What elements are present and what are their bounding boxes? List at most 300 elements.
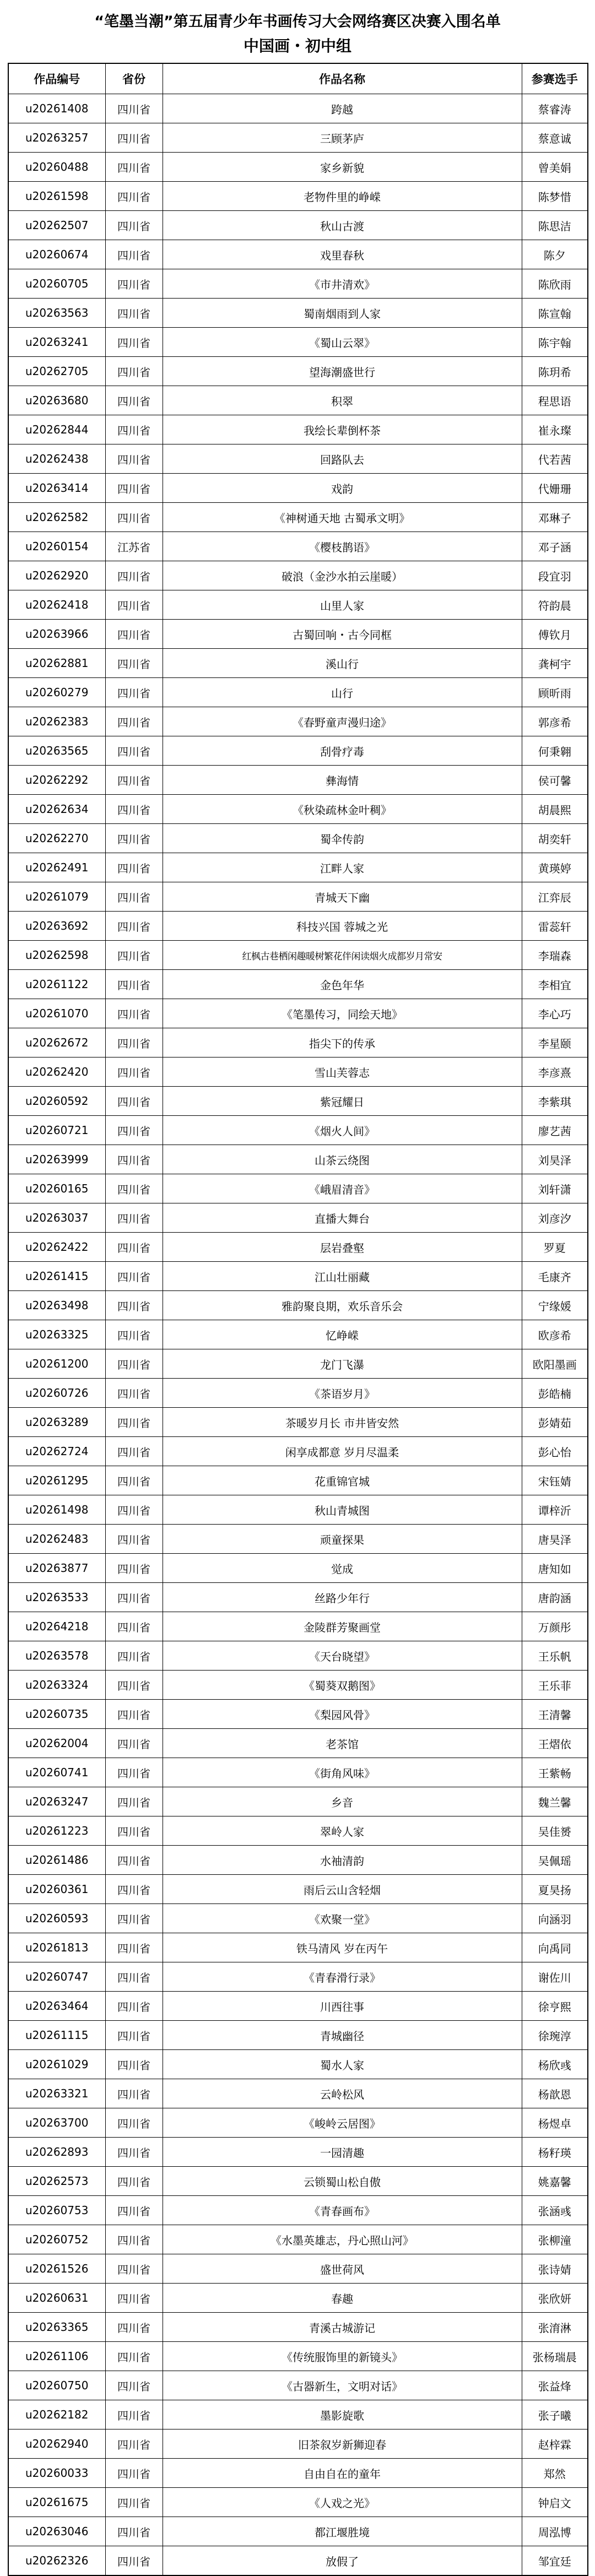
province-cell: 四川省 (105, 2429, 163, 2459)
province-cell: 四川省 (105, 1437, 163, 1466)
table-row (8, 853, 588, 882)
table-row (8, 882, 588, 912)
work-id-cell: u20261106 (8, 2342, 105, 2371)
participant-cell: 宋钰婧 (522, 1466, 588, 1495)
participant-cell: 郑然 (522, 2459, 588, 2488)
title-block (8, 10, 587, 63)
participant-cell: 符韵晨 (522, 590, 588, 620)
work-id-cell: u20261122 (8, 970, 105, 999)
province-cell: 四川省 (105, 2371, 163, 2400)
work-title-cell: 《青春滑行录》 (163, 1962, 522, 1992)
participant-cell: 毛康齐 (522, 1262, 588, 1291)
table-row (8, 474, 588, 503)
work-title-cell: 乡音 (163, 1787, 522, 1816)
province-cell: 四川省 (105, 1028, 163, 1057)
participant-cell: 彭心怡 (522, 1437, 588, 1466)
work-id-cell: u20260593 (8, 1904, 105, 1933)
work-id-cell: u20262634 (8, 795, 105, 824)
participant-cell: 李瑞森 (522, 941, 588, 970)
table-row (8, 795, 588, 824)
province-cell: 四川省 (105, 2517, 163, 2546)
table-row (8, 2429, 588, 2459)
table-row (8, 620, 588, 649)
province-cell: 四川省 (105, 2284, 163, 2313)
province-cell: 四川省 (105, 2488, 163, 2517)
province-cell: 四川省 (105, 2254, 163, 2284)
province-cell: 四川省 (105, 590, 163, 620)
work-title-cell: 刮骨疗毒 (163, 736, 522, 766)
work-title-cell: 都江堰胜境 (163, 2517, 522, 2546)
column-header-province: 省份 (105, 63, 163, 94)
work-id-cell: u20263877 (8, 1554, 105, 1583)
table-row (8, 153, 588, 182)
province-cell: 四川省 (105, 1583, 163, 1612)
work-title-cell: 望海潮盛世行 (163, 357, 522, 386)
work-title-cell: 古蜀回响・古今同框 (163, 620, 522, 649)
work-title-cell: 《梨园风骨》 (163, 1700, 522, 1729)
finalist-table (8, 63, 588, 2576)
participant-cell: 万颜彤 (522, 1612, 588, 1641)
work-title-cell: 丝路少年行 (163, 1583, 522, 1612)
table-row (8, 1320, 588, 1349)
province-cell: 四川省 (105, 328, 163, 357)
table-row (8, 1700, 588, 1729)
work-title-cell: 《秋染疏林金叶稠》 (163, 795, 522, 824)
table-row (8, 1145, 588, 1174)
province-cell: 四川省 (105, 2313, 163, 2342)
table-row (8, 2167, 588, 2196)
work-title-cell: 家乡新貌 (163, 153, 522, 182)
table-row (8, 1816, 588, 1846)
page-subtitle: 中国画・初中组 (243, 37, 351, 55)
province-cell: 四川省 (105, 1174, 163, 1203)
table-row (8, 1904, 588, 1933)
participant-cell: 李紫琪 (522, 1087, 588, 1116)
table-row (8, 1116, 588, 1145)
work-id-cell: u20263578 (8, 1641, 105, 1671)
participant-cell: 李彦熹 (522, 1057, 588, 1087)
province-cell: 四川省 (105, 766, 163, 795)
column-header-id: 作品编号 (8, 63, 105, 94)
work-id-cell: u20260747 (8, 1962, 105, 1992)
table-row (8, 590, 588, 620)
work-id-cell: u20263563 (8, 299, 105, 328)
table-row (8, 999, 588, 1028)
table-row (8, 123, 588, 153)
province-cell: 四川省 (105, 1145, 163, 1174)
table-row (8, 1466, 588, 1495)
table-row (8, 766, 588, 795)
work-title-cell: 盛世荷风 (163, 2254, 522, 2284)
work-title-cell: 破浪（金沙水拍云崖暖） (163, 561, 522, 590)
province-cell: 四川省 (105, 707, 163, 736)
participant-cell: 傅钦月 (522, 620, 588, 649)
work-id-cell: u20263692 (8, 912, 105, 941)
work-title-cell: 蜀南烟雨到人家 (163, 299, 522, 328)
work-id-cell: u20262383 (8, 707, 105, 736)
province-cell: 四川省 (105, 1262, 163, 1291)
province-cell: 四川省 (105, 736, 163, 766)
work-title-cell: 《峻岭云居图》 (163, 2108, 522, 2138)
work-id-cell: u20263321 (8, 2079, 105, 2108)
work-id-cell: u20263241 (8, 328, 105, 357)
table-row (8, 1028, 588, 1057)
table-row (8, 1495, 588, 1525)
table-row (8, 1379, 588, 1408)
province-cell: 四川省 (105, 1846, 163, 1875)
participant-cell: 王熠依 (522, 1729, 588, 1758)
work-id-cell: u20260753 (8, 2196, 105, 2225)
province-cell: 四川省 (105, 1320, 163, 1349)
province-cell: 四川省 (105, 1554, 163, 1583)
work-id-cell: u20262292 (8, 766, 105, 795)
work-id-cell: u20260592 (8, 1087, 105, 1116)
province-cell: 四川省 (105, 1495, 163, 1525)
table-row (8, 386, 588, 415)
table-row (8, 1057, 588, 1087)
province-cell: 四川省 (105, 1379, 163, 1408)
participant-cell: 邓子涵 (522, 532, 588, 561)
table-row (8, 1408, 588, 1437)
work-id-cell: u20263414 (8, 474, 105, 503)
participant-cell: 郭彦希 (522, 707, 588, 736)
participant-cell: 张杨瑞晨 (522, 2342, 588, 2371)
participant-cell: 吴佳赟 (522, 1816, 588, 1846)
participant-cell: 夏昊扬 (522, 1875, 588, 1904)
participant-cell: 王清馨 (522, 1700, 588, 1729)
province-cell: 四川省 (105, 299, 163, 328)
work-id-cell: u20263365 (8, 2313, 105, 2342)
work-id-cell: u20261486 (8, 1846, 105, 1875)
work-title-cell: 《蜀葵双鹅图》 (163, 1671, 522, 1700)
work-title-cell: 《峨眉清音》 (163, 1174, 522, 1203)
province-cell: 四川省 (105, 182, 163, 211)
work-id-cell: u20261415 (8, 1262, 105, 1291)
table-header (8, 63, 588, 94)
participant-cell: 程思语 (522, 386, 588, 415)
table-row (8, 2546, 588, 2576)
participant-cell: 陈思洁 (522, 211, 588, 240)
table-row (8, 1875, 588, 1904)
participant-cell: 顾昕雨 (522, 678, 588, 707)
province-cell: 四川省 (105, 1933, 163, 1962)
province-cell: 四川省 (105, 2225, 163, 2254)
work-id-cell: u20263999 (8, 1145, 105, 1174)
participant-cell: 杨歆恩 (522, 2079, 588, 2108)
work-title-cell: 水袖清韵 (163, 1846, 522, 1875)
participant-cell: 张子曦 (522, 2400, 588, 2429)
work-title-cell: 翠岭人家 (163, 1816, 522, 1846)
work-title-cell: 科技兴国 蓉城之光 (163, 912, 522, 941)
table-row (8, 1787, 588, 1816)
participant-cell: 杨籽瑛 (522, 2138, 588, 2167)
province-cell: 四川省 (105, 795, 163, 824)
table-row (8, 941, 588, 970)
work-id-cell: u20261598 (8, 182, 105, 211)
table-row (8, 912, 588, 941)
participant-cell: 蔡意诚 (522, 123, 588, 153)
work-id-cell: u20263680 (8, 386, 105, 415)
participant-cell: 徐琬淳 (522, 2021, 588, 2050)
work-title-cell: 紫冠耀日 (163, 1087, 522, 1116)
participant-cell: 彭皓楠 (522, 1379, 588, 1408)
table-row (8, 1992, 588, 2021)
participant-cell: 胡奕轩 (522, 824, 588, 853)
work-id-cell: u20261498 (8, 1495, 105, 1525)
participant-cell: 雷蕊轩 (522, 912, 588, 941)
work-id-cell: u20263565 (8, 736, 105, 766)
work-title-cell: 云岭松风 (163, 2079, 522, 2108)
work-title-cell: 山里人家 (163, 590, 522, 620)
table-body (8, 94, 588, 2576)
work-id-cell: u20262422 (8, 1233, 105, 1262)
participant-cell: 罗夏 (522, 1233, 588, 1262)
work-id-cell: u20261295 (8, 1466, 105, 1495)
participant-cell: 代姗珊 (522, 474, 588, 503)
participant-cell: 彭婧茹 (522, 1408, 588, 1437)
column-header-name: 参赛选手 (522, 63, 588, 94)
province-cell: 四川省 (105, 1057, 163, 1087)
work-id-cell: u20260726 (8, 1379, 105, 1408)
province-cell: 四川省 (105, 2108, 163, 2138)
work-title-cell: 老茶馆 (163, 1729, 522, 1758)
table-row (8, 299, 588, 328)
work-title-cell: 《烟火人间》 (163, 1116, 522, 1145)
table-row (8, 2021, 588, 2050)
province-cell: 四川省 (105, 2050, 163, 2079)
table-row (8, 2313, 588, 2342)
work-title-cell: 雨后云山含轻烟 (163, 1875, 522, 1904)
work-id-cell: u20260631 (8, 2284, 105, 2313)
province-cell: 四川省 (105, 1525, 163, 1554)
work-title-cell: 《市井清欢》 (163, 269, 522, 299)
table-row (8, 2254, 588, 2284)
work-title-cell: 花重锦官城 (163, 1466, 522, 1495)
table-row (8, 2400, 588, 2429)
participant-cell: 陈欣雨 (522, 269, 588, 299)
participant-cell: 陈夕 (522, 240, 588, 269)
participant-cell: 赵梓霖 (522, 2429, 588, 2459)
province-cell: 四川省 (105, 1671, 163, 1700)
work-title-cell: 溪山行 (163, 649, 522, 678)
province-cell: 四川省 (105, 853, 163, 882)
work-title-cell: 江畔人家 (163, 853, 522, 882)
participant-cell: 邓琳子 (522, 503, 588, 532)
province-cell: 四川省 (105, 2400, 163, 2429)
work-title-cell: 金陵群芳聚画堂 (163, 1612, 522, 1641)
participant-cell: 刘轩潇 (522, 1174, 588, 1203)
table-row (8, 1262, 588, 1291)
work-title-cell: 青溪古城游记 (163, 2313, 522, 2342)
work-id-cell: u20262672 (8, 1028, 105, 1057)
work-id-cell: u20263289 (8, 1408, 105, 1437)
participant-cell: 欧彦希 (522, 1320, 588, 1349)
province-cell: 四川省 (105, 1116, 163, 1145)
work-id-cell: u20261526 (8, 2254, 105, 2284)
province-cell: 四川省 (105, 1641, 163, 1671)
table-row (8, 2371, 588, 2400)
table-row (8, 970, 588, 999)
work-id-cell: u20262507 (8, 211, 105, 240)
province-cell: 四川省 (105, 415, 163, 444)
work-title-cell: 《水墨英雄志，丹心照山河》 (163, 2225, 522, 2254)
work-id-cell: u20263247 (8, 1787, 105, 1816)
header-row (8, 63, 588, 94)
province-cell: 四川省 (105, 882, 163, 912)
work-title-cell: 《樱枝鹊语》 (163, 532, 522, 561)
province-cell: 四川省 (105, 474, 163, 503)
work-title-cell: 墨影旋歌 (163, 2400, 522, 2429)
work-id-cell: u20261408 (8, 94, 105, 123)
work-title-cell: 《春野童声漫归途》 (163, 707, 522, 736)
province-cell: 四川省 (105, 123, 163, 153)
work-id-cell: u20260735 (8, 1700, 105, 1729)
province-cell: 四川省 (105, 561, 163, 590)
table-row (8, 1437, 588, 1466)
participant-cell: 张淯淋 (522, 2313, 588, 2342)
work-title-cell: 回路队去 (163, 444, 522, 474)
table-row (8, 2108, 588, 2138)
participant-cell: 侯可馨 (522, 766, 588, 795)
participant-cell: 崔永璨 (522, 415, 588, 444)
province-cell: 四川省 (105, 1233, 163, 1262)
table-row (8, 1612, 588, 1641)
table-row (8, 503, 588, 532)
province-cell: 四川省 (105, 1904, 163, 1933)
participant-cell: 胡晨熙 (522, 795, 588, 824)
table-row (8, 2196, 588, 2225)
participant-cell: 姚嘉馨 (522, 2167, 588, 2196)
province-cell: 四川省 (105, 1816, 163, 1846)
work-id-cell: u20260279 (8, 678, 105, 707)
work-title-cell: 江山壮丽藏 (163, 1262, 522, 1291)
work-title-cell: 我绘长辈倒杯茶 (163, 415, 522, 444)
table-row (8, 1846, 588, 1875)
work-id-cell: u20263700 (8, 2108, 105, 2138)
table-row (8, 678, 588, 707)
participant-cell: 陈宣翰 (522, 299, 588, 328)
work-id-cell: u20260741 (8, 1758, 105, 1787)
work-id-cell: u20263498 (8, 1291, 105, 1320)
work-title-cell: 川西往事 (163, 1992, 522, 2021)
participant-cell: 李星颐 (522, 1028, 588, 1057)
work-id-cell: u20262582 (8, 503, 105, 532)
work-title-cell: 《欢聚一堂》 (163, 1904, 522, 1933)
participant-cell: 李心巧 (522, 999, 588, 1028)
province-cell: 四川省 (105, 999, 163, 1028)
work-title-cell: 青城幽径 (163, 2021, 522, 2050)
work-title-cell: 《茶语岁月》 (163, 1379, 522, 1408)
province-cell: 四川省 (105, 1992, 163, 2021)
province-cell: 四川省 (105, 1612, 163, 1641)
work-title-cell: 茶暖岁月长 市井皆安然 (163, 1408, 522, 1437)
work-id-cell: u20262598 (8, 941, 105, 970)
table-row (8, 444, 588, 474)
work-id-cell: u20263046 (8, 2517, 105, 2546)
province-cell: 四川省 (105, 2138, 163, 2167)
table-row (8, 736, 588, 766)
table-row (8, 561, 588, 590)
work-id-cell: u20262573 (8, 2167, 105, 2196)
table-row (8, 2342, 588, 2371)
province-cell: 四川省 (105, 824, 163, 853)
participant-cell: 曾美娟 (522, 153, 588, 182)
work-id-cell: u20260674 (8, 240, 105, 269)
work-id-cell: u20260488 (8, 153, 105, 182)
table-row (8, 1349, 588, 1379)
province-cell: 四川省 (105, 1758, 163, 1787)
province-cell: 四川省 (105, 2459, 163, 2488)
work-id-cell: u20261813 (8, 1933, 105, 1962)
province-cell: 四川省 (105, 1787, 163, 1816)
work-title-cell: 放假了 (163, 2546, 522, 2576)
participant-cell: 邹宜廷 (522, 2546, 588, 2576)
work-id-cell: u20262920 (8, 561, 105, 590)
work-id-cell: u20261223 (8, 1816, 105, 1846)
province-cell: 四川省 (105, 269, 163, 299)
work-id-cell: u20260361 (8, 1875, 105, 1904)
table-row (8, 1087, 588, 1116)
work-title-cell: 红枫古巷栖闲趣暖树繁花伴闲读烟火成都岁月常安 (163, 941, 522, 970)
province-cell: 江苏省 (105, 532, 163, 561)
province-cell: 四川省 (105, 1087, 163, 1116)
work-title-cell: 秋山青城图 (163, 1495, 522, 1525)
participant-cell: 何秉翱 (522, 736, 588, 766)
participant-cell: 谭梓沂 (522, 1495, 588, 1525)
work-id-cell: u20262270 (8, 824, 105, 853)
participant-cell: 蔡睿涛 (522, 94, 588, 123)
work-id-cell: u20261675 (8, 2488, 105, 2517)
table-row (8, 415, 588, 444)
work-title-cell: 彝海情 (163, 766, 522, 795)
province-cell: 四川省 (105, 503, 163, 532)
participant-cell: 张诗婧 (522, 2254, 588, 2284)
participant-cell: 代若茜 (522, 444, 588, 474)
work-title-cell: 老物件里的峥嵘 (163, 182, 522, 211)
work-id-cell: u20262418 (8, 590, 105, 620)
work-title-cell: 《人戏之光》 (163, 2488, 522, 2517)
table-row (8, 2079, 588, 2108)
table-row (8, 357, 588, 386)
table-row (8, 649, 588, 678)
work-title-cell: 山茶云绕图 (163, 1145, 522, 1174)
province-cell: 四川省 (105, 1349, 163, 1379)
table-row (8, 707, 588, 736)
page-title: “笔墨当潮”第五届青少年书画传习大会网络赛区决赛入围名单 (94, 13, 501, 30)
work-id-cell: u20263324 (8, 1671, 105, 1700)
work-id-cell: u20263966 (8, 620, 105, 649)
work-id-cell: u20262438 (8, 444, 105, 474)
province-cell: 四川省 (105, 1962, 163, 1992)
work-title-cell: 《笔墨传习，同绘天地》 (163, 999, 522, 1028)
table-row (8, 532, 588, 561)
work-id-cell: u20260705 (8, 269, 105, 299)
work-title-cell: 闲享成都意 岁月尽温柔 (163, 1437, 522, 1466)
work-id-cell: u20260165 (8, 1174, 105, 1203)
participant-cell: 周泓博 (522, 2517, 588, 2546)
province-cell: 四川省 (105, 620, 163, 649)
work-id-cell: u20262420 (8, 1057, 105, 1087)
province-cell: 四川省 (105, 678, 163, 707)
work-title-cell: 蜀水人家 (163, 2050, 522, 2079)
work-title-cell: 蜀伞传韵 (163, 824, 522, 853)
work-title-cell: 雪山芙蓉志 (163, 1057, 522, 1087)
work-title-cell: 《青春画布》 (163, 2196, 522, 2225)
work-id-cell: u20262182 (8, 2400, 105, 2429)
work-title-cell: 春趣 (163, 2284, 522, 2313)
table-row (8, 2138, 588, 2167)
province-cell: 四川省 (105, 2342, 163, 2371)
